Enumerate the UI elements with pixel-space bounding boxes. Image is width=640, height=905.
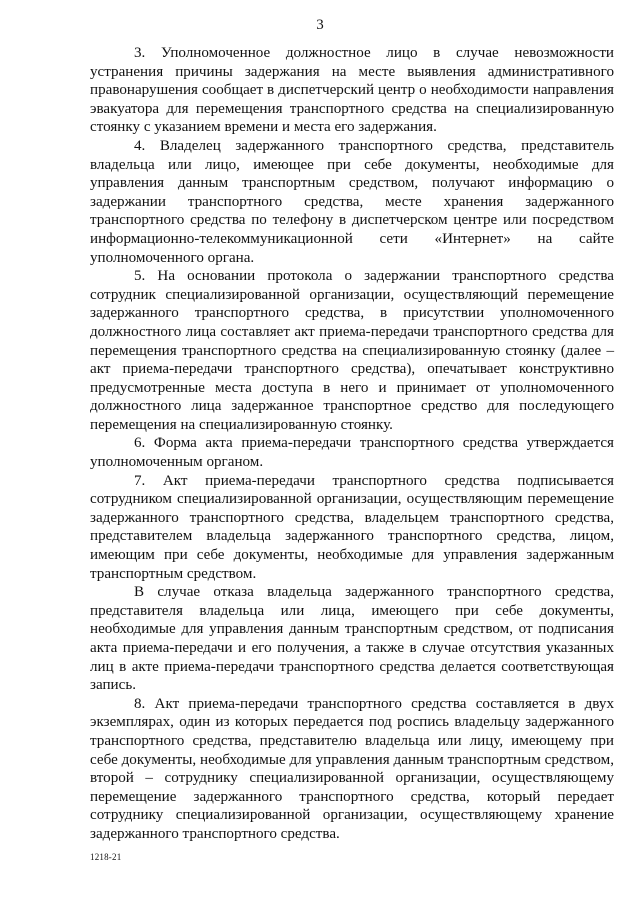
paragraph-8-act-copies: 8. Акт приема-передачи транспортного средства составляется в двух экземплярах, один из которых передается под роспись владельцу задержанного транспортного средства, представителю владельца или лицу, имеющему при себе документы, необходимые для управления данным транспортным средством, второй – сотруднику специализированной организации, осуществляющему перемещение задержанного транспортного средства, который передает сотруднику специализированной организации, осуществляющему хранение задержанного транспортного средства. [90, 695, 614, 842]
paragraph-4-owner-information: 4. Владелец задержанного транспортного средства, представитель владельца или лицо, имеющее при себе документы, необходимые для управления данным транспортным средством, получают информацию о задержании транспортного средства, месте хранения задержанного транспортного средства по телефону в диспетчерском центре или посредством информационно-телекоммуникационной сети «Интернет» на сайте уполномоченного органа. [90, 137, 614, 266]
page-number: 3 [316, 17, 324, 33]
paragraph-7-act-signing: 7. Акт приема-передачи транспортного средства подписывается сотрудником специализированной организации, осуществляющим перемещение задержанного транспортного средства, владельцем транспортного средства, представителем владельца задержанного транспортного средства, лицом, имеющим при себе документы, необходимые для управления задержанным транспортным средством. [90, 472, 614, 582]
document-body [90, 44, 614, 844]
paragraph-7-refusal-case: В случае отказа владельца задержанного транспортного средства, представителя владельца или лица, имеющего при себе документы, необходимые для управления данным транспортным средством, от подписания акта приема-передачи и его получения, а также в случае отсутствия указанных лиц в акте приема-передачи транспортного средства делается соответствующая запись. [90, 584, 614, 694]
paragraph-5-transfer-act: 5. На основании протокола о задержании транспортного средства сотрудник специализированной организации, осуществляющий перемещение задержанного транспортного средства, в присутствии уполномоченного должностного лица составляет акт приема-передачи транспортного средства для перемещения транспортного средства на специализированную стоянку (далее – акт приема-передачи транспортного средства), опечатывает конструктивно предусмотренные места доступа в него и принимает от уполномоченного должностного лица задержанное транспортное средство для последующего перемещения на специализированную стоянку. [90, 268, 614, 433]
paragraph-6-act-form: 6. Форма акта приема-передачи транспортного средства утверждается уполномоченным органом. [90, 435, 614, 471]
paragraph-3-operator-notice: 3. Уполномоченное должностное лицо в случае невозможности устранения причины задержания на месте выявления административного правонарушения сообщает в диспетчерский центр о необходимости направления эвакуатора для перемещения транспортного средства на специализированную стоянку с указанием времени и места его задержания. [90, 45, 614, 136]
footer-document-code: 1218-21 [90, 852, 122, 862]
